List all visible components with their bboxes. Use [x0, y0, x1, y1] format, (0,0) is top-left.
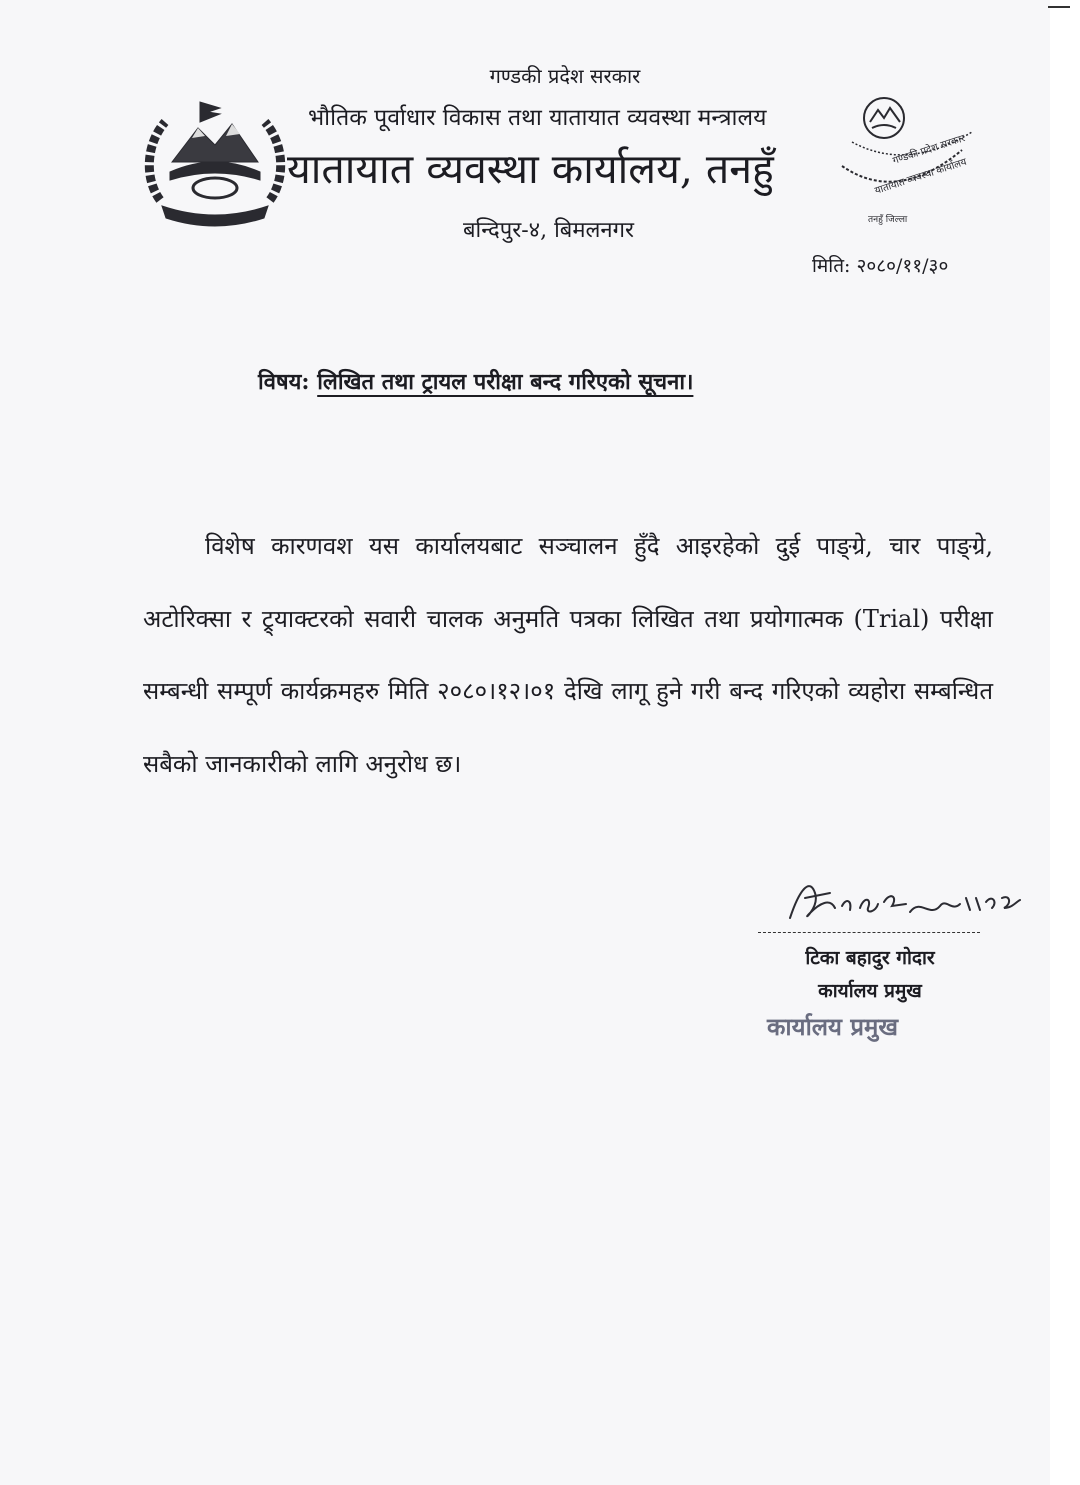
subject-text: लिखित तथा ट्रायल परीक्षा बन्द गरिएको सूचना। — [317, 369, 694, 395]
handwritten-signature — [780, 868, 1040, 938]
office-seal-icon — [812, 92, 982, 232]
subject-line — [258, 366, 693, 396]
office-name: यातायात व्यवस्था कार्यालय, तनहुँ — [287, 145, 774, 193]
scan-margin — [1050, 0, 1080, 1485]
notice-body: विशेष कारणवश यस कार्यालयबाट सञ्चालन हुँदै आइरहेको दुई पाङ्ग्रे, चार पाङ्ग्रे, अटोरिक्सा र ट्र्याक्टरको सवारी चालक अनुमति पत्रका लिखित तथा प्रयोगात्मक (Trial) परीक्षा सम्बन्धी सम्पूर्ण कार्यक्रमहरु मिति २०८०।१२।०१ देखि लागू हुने गरी बन्द गरिएको व्यहोरा सम्बन्धित सबैको जानकारीको लागि अनुरोध छ। — [143, 532, 993, 778]
signature-line — [758, 932, 980, 933]
government-name: गण्डकी प्रदेश सरकार — [489, 64, 641, 88]
document-date: मिति: २०८०/११/३० — [812, 255, 949, 277]
nepal-emblem-icon — [140, 100, 290, 230]
seal-line-2: यातायात व्यवस्था कार्यालय — [873, 156, 969, 197]
seal-line-3: तनहुँ जिल्ला — [868, 215, 908, 225]
seal-line-1: गण्डकी प्रदेश सरकार — [891, 133, 967, 167]
designation-stamp: कार्यालय प्रमुख — [767, 1012, 898, 1041]
ministry-name: भौतिक पूर्वाधार विकास तथा यातायात व्यवस्था मन्त्रालय — [308, 105, 767, 131]
corner-mark — [1048, 6, 1070, 8]
signer-name: टिका बहादुर गोदार — [805, 947, 935, 969]
subject-label: विषय: — [258, 369, 310, 395]
office-address: बन्दिपुर-४, बिमलनगर — [463, 218, 635, 243]
signer-title: कार्यालय प्रमुख — [818, 980, 922, 1002]
